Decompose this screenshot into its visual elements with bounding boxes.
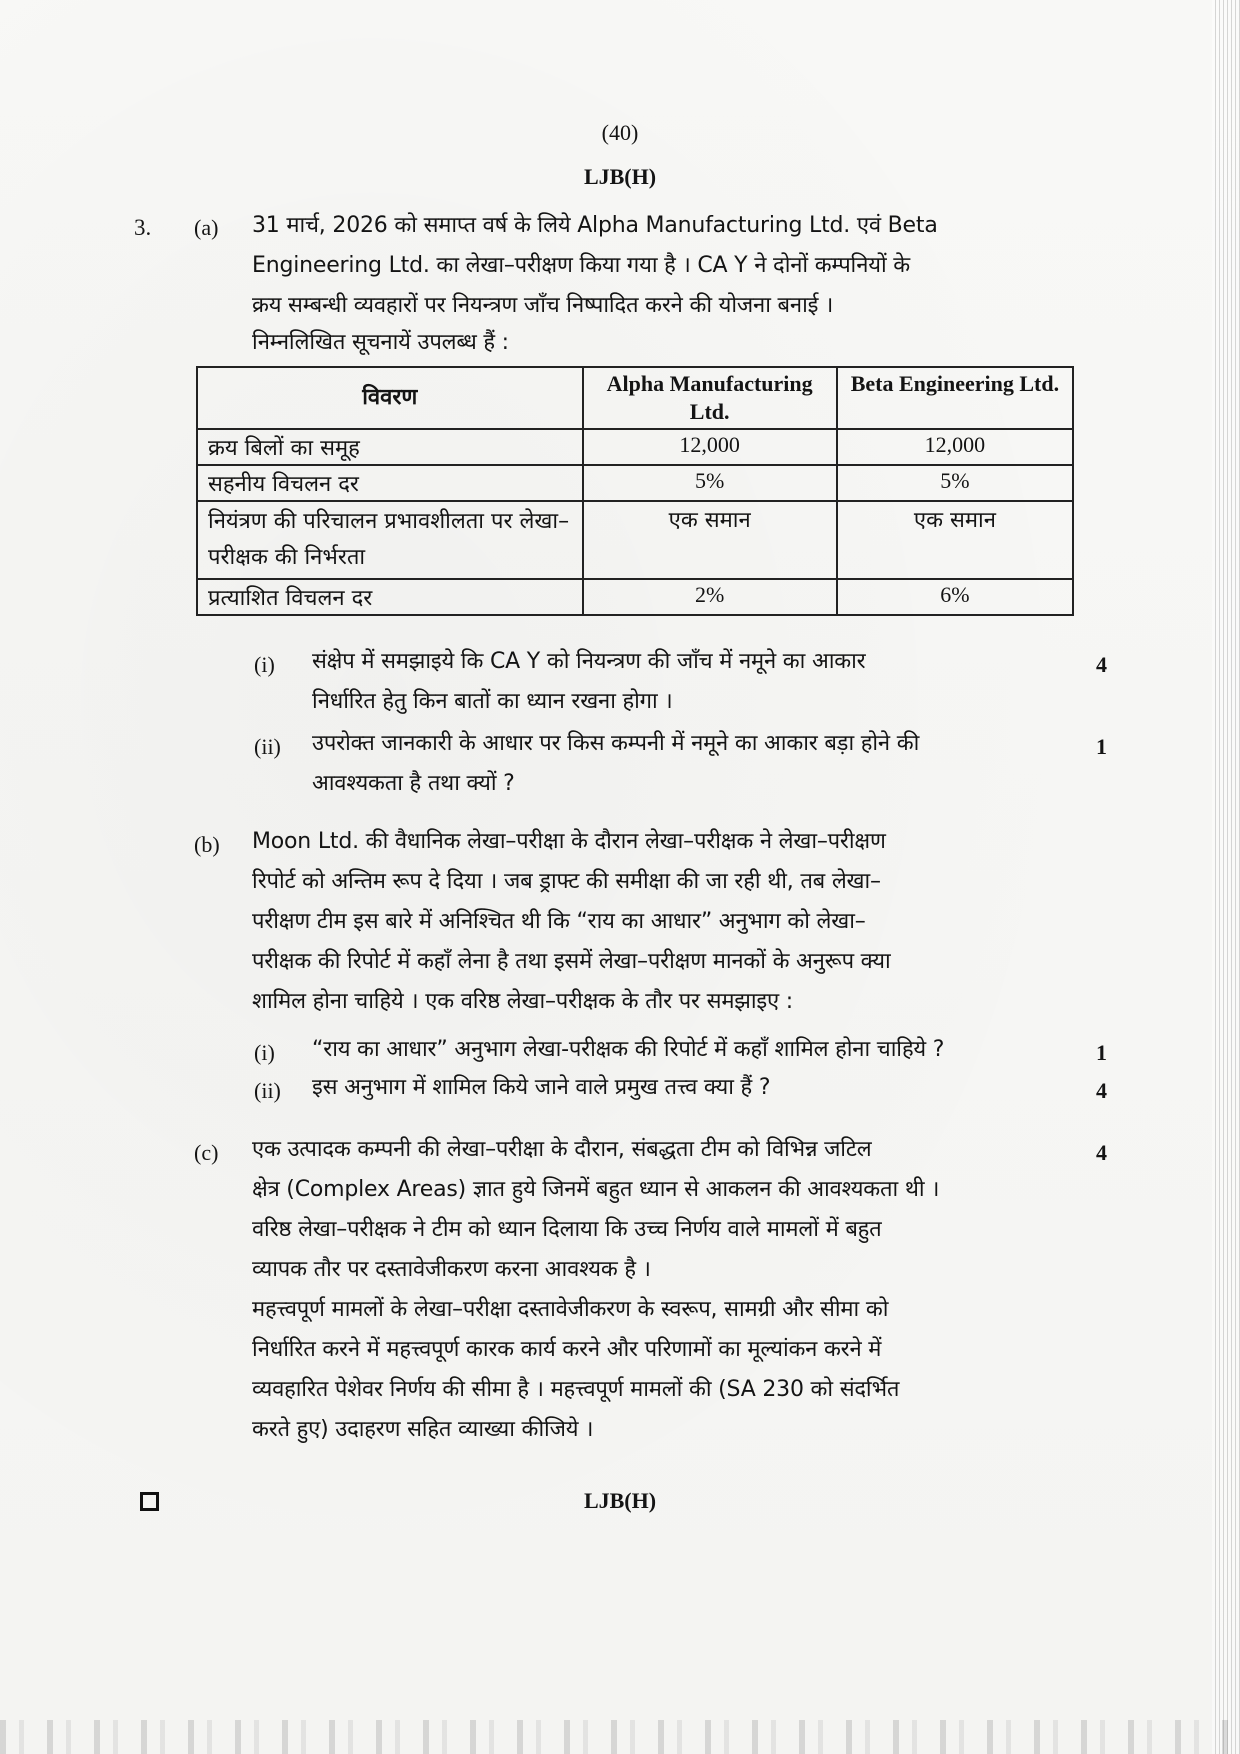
part-b-line: शामिल होना चाहिये । एक वरिष्ठ लेखा–परीक्षक के तौर पर समझाइए : <box>252 989 793 1014</box>
part-c-line: एक उत्पादक कम्पनी की लेखा–परीक्षा के दौरान, संबद्धता टीम को विभिन्न जटिल <box>252 1137 872 1162</box>
part-c-line: निर्धारित करने में महत्त्वपूर्ण कारक कार्य करने और परिणामों का मूल्यांकन करने में <box>252 1337 882 1362</box>
part-a-ii-label: (ii) <box>254 734 281 759</box>
part-c-line: क्षेत्र (Complex Areas) ज्ञात हुये जिनमें बहुत ध्यान से आकलन की आवश्यकता थी । <box>252 1177 940 1202</box>
marks-a-ii: 1 <box>1096 734 1107 759</box>
part-a-ii-text <box>312 724 1052 804</box>
table-row <box>197 465 1073 501</box>
table-header: Beta Engineering Ltd. <box>837 367 1073 429</box>
part-c-text <box>252 1130 1052 1450</box>
marks-b-ii: 4 <box>1096 1078 1107 1103</box>
question-number: 3. <box>134 215 152 240</box>
table-cell: 6% <box>837 579 1073 615</box>
table-cell: 5% <box>837 465 1073 501</box>
part-a-label: (a) <box>194 215 219 240</box>
table-cell: 12,000 <box>837 429 1073 465</box>
scan-noise <box>0 1720 1240 1754</box>
footer-code: LJB(H) <box>583 1488 657 1513</box>
table-cell: सहनीय विचलन दर <box>197 465 583 501</box>
part-c-line: वरिष्ठ लेखा–परीक्षक ने टीम को ध्यान दिलाया कि उच्च निर्णय वाले मामलों में बहुत <box>252 1217 882 1242</box>
part-b-i-label: (i) <box>254 1040 275 1065</box>
marks-b-i: 1 <box>1096 1040 1107 1065</box>
table-header: विवरण <box>197 367 583 429</box>
part-a-line: Engineering Ltd. का लेखा–परीक्षण किया गया है । CA Y ने दोनों कम्पनियों के <box>252 253 910 278</box>
part-b-line: Moon Ltd. की वैधानिक लेखा–परीक्षा के दौरान लेखा–परीक्षक ने लेखा–परीक्षण <box>252 829 886 854</box>
page-number: (40) <box>601 120 639 145</box>
part-b-line: परीक्षण टीम इस बारे में अनिश्चित थी कि “राय का आधार” अनुभाग को लेखा– <box>252 909 866 934</box>
part-b-ii-label: (ii) <box>254 1078 281 1103</box>
part-c-line: व्यापक तौर पर दस्तावेजीकरण करना आवश्यक है । <box>252 1257 651 1282</box>
table-cell: नियंत्रण की परिचालन प्रभावशीलता पर लेखा–परीक्षक की निर्भरता <box>197 501 583 579</box>
info-table <box>196 366 1074 616</box>
part-b-label: (b) <box>194 832 220 857</box>
part-a-i-label: (i) <box>254 652 275 677</box>
part-b-line: रिपोर्ट को अन्तिम रूप दे दिया । जब ड्राफ्ट की समीक्षा की जा रही थी, तब लेखा– <box>252 869 881 894</box>
marks-a-i: 4 <box>1096 652 1107 677</box>
table-row <box>197 501 1073 579</box>
table-cell: क्रय बिलों का समूह <box>197 429 583 465</box>
table-cell: प्रत्याशित विचलन दर <box>197 579 583 615</box>
part-b-text <box>252 822 1052 1022</box>
table-cell: एक समान <box>583 501 837 579</box>
part-a-text <box>252 206 1052 360</box>
table-cell: 2% <box>583 579 837 615</box>
part-c-line: व्यवहारित पेशेवर निर्णय की सीमा है । महत्त्वपूर्ण मामलों की (SA 230 को संदर्भित <box>252 1377 900 1402</box>
table-header-row <box>197 367 1073 429</box>
table-cell: 5% <box>583 465 837 501</box>
table-cell: एक समान <box>837 501 1073 579</box>
part-a-i-line: निर्धारित हेतु किन बातों का ध्यान रखना होगा । <box>312 689 673 714</box>
table-cell: 12,000 <box>583 429 837 465</box>
part-b-i-text <box>312 1030 1052 1070</box>
part-c-line: करते हुए) उदाहरण सहित व्याख्या कीजिये । <box>252 1417 594 1442</box>
part-a-line: निम्नलिखित सूचनायें उपलब्ध हैं : <box>252 330 509 355</box>
table-row <box>197 579 1073 615</box>
part-a-line: क्रय सम्बन्धी व्यवहारों पर नियन्त्रण जाँच निष्पादित करने की योजना बनाई । <box>252 293 834 318</box>
part-b-ii-text <box>312 1068 1052 1108</box>
paper-code: LJB(H) <box>583 164 657 189</box>
table-row <box>197 429 1073 465</box>
part-a-i-line: संक्षेप में समझाइये कि CA Y को नियन्त्रण की जाँच में नमूने का आकार <box>312 649 866 674</box>
part-a-line: 31 मार्च, 2026 को समाप्त वर्ष के लिये Alpha Manufacturing Ltd. एवं Beta <box>252 213 938 238</box>
part-b-line: परीक्षक की रिपोर्ट में कहाँ लेना है तथा इसमें लेखा–परीक्षण मानकों के अनुरूप क्या <box>252 949 891 974</box>
part-a-i-text <box>312 642 1052 722</box>
table-header: Alpha Manufacturing Ltd. <box>583 367 837 429</box>
part-a-ii-line: उपरोक्त जानकारी के आधार पर किस कम्पनी में नमूने का आकार बड़ा होने की <box>312 731 920 756</box>
part-a-ii-line: आवश्यकता है तथा क्यों ? <box>312 771 515 796</box>
part-b-i-line: “राय का आधार” अनुभाग लेखा-परीक्षक की रिपोर्ट में कहाँ शामिल होना चाहिये ? <box>312 1037 945 1062</box>
part-c-line: महत्त्वपूर्ण मामलों के लेखा–परीक्षा दस्तावेजीकरण के स्वरूप, सामग्री और सीमा को <box>252 1297 889 1322</box>
marks-c: 4 <box>1096 1140 1107 1165</box>
part-b-ii-line: इस अनुभाग में शामिल किये जाने वाले प्रमुख तत्त्व क्या हैं ? <box>312 1075 771 1100</box>
part-c-label: (c) <box>194 1140 219 1165</box>
